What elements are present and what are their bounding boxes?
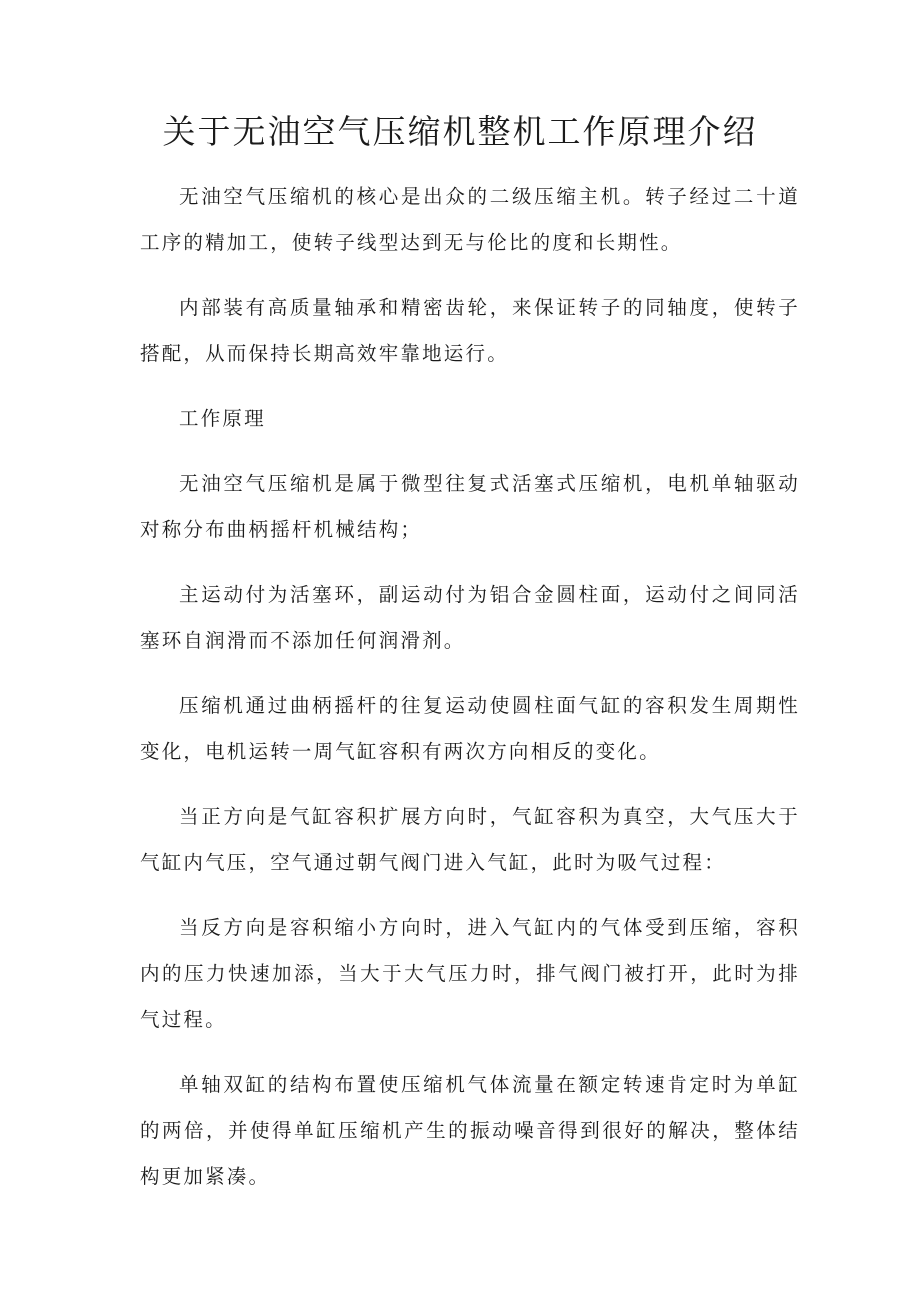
paragraph-1: 无油空气压缩机的核心是出众的二级压缩主机。转子经过二十道工序的精加工，使转子线型达到无与伦比的度和长期性。 (140, 185, 800, 254)
paragraph-4: 主运动付为活塞环，副运动付为铝合金圆柱面，运动付之间同活塞环自润滑而不添加任何润滑剂。 (140, 583, 800, 652)
paragraph-8: 单轴双缸的结构布置使压缩机气体流量在额定转速肯定时为单缸的两倍，并使得单缸压缩机产生的振动噪音得到很好的解决，整体结构更加紧凑。 (140, 1073, 800, 1188)
paragraph-3: 无油空气压缩机是属于微型往复式活塞式压缩机，电机单轴驱动对称分布曲柄摇杆机械结构； (140, 472, 800, 541)
document-title: 关于无油空气压缩机整机工作原理介绍 (162, 112, 758, 151)
paragraph-5: 压缩机通过曲柄摇杆的往复运动使圆柱面气缸的容积发生周期性变化，电机运转一周气缸容积有两次方向相反的变化。 (140, 694, 800, 763)
paragraph-6: 当正方向是气缸容积扩展方向时，气缸容积为真空，大气压大于气缸内气压，空气通过朝气阀门进入气缸，此时为吸气过程： (140, 805, 800, 874)
section-heading-working-principle: 工作原理 (179, 407, 266, 430)
paragraph-2: 内部装有高质量轴承和精密齿轮，来保证转子的同轴度，使转子搭配，从而保持长期高效牢靠地运行。 (140, 296, 800, 365)
document-body (140, 174, 800, 1219)
paragraph-7: 当反方向是容积缩小方向时，进入气缸内的气体受到压缩，容积内的压力快速加添，当大于大气压力时，排气阀门被打开，此时为排气过程。 (140, 916, 800, 1031)
